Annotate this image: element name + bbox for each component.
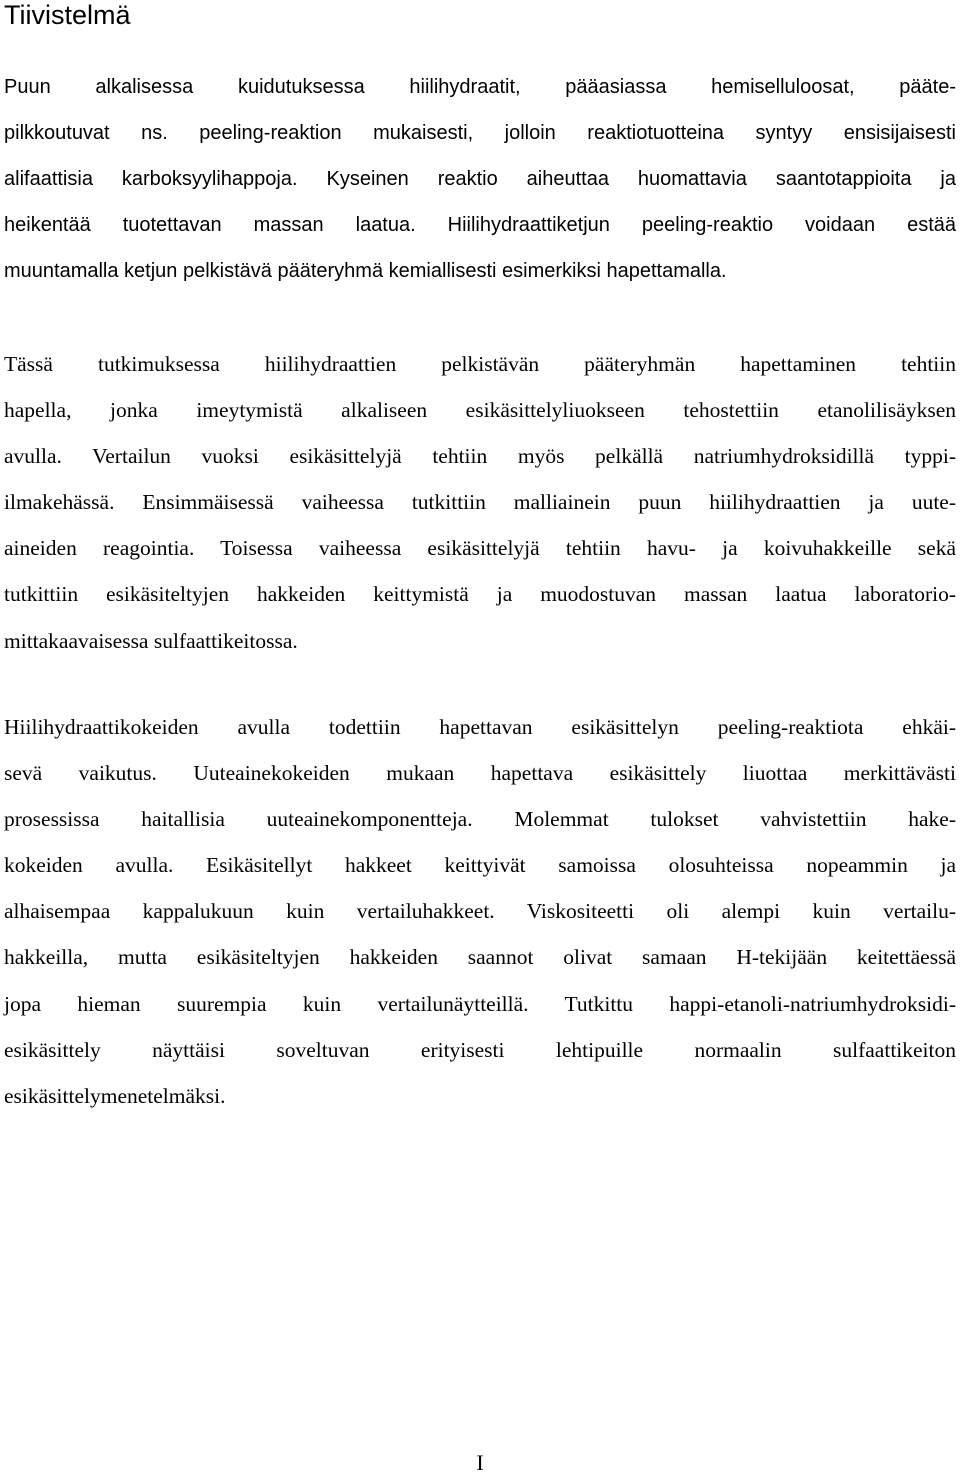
text-line: hapella, jonka imeytymistä alkaliseen esikäsittelyliuokseen tehostettiin etanolilisäyksen	[4, 398, 956, 423]
text-line: Puun alkalisessa kuidutuksessa hiilihydraatit, pääasiassa hemiselluloosat, pääte-	[4, 76, 956, 98]
text-line: alifaattisia karboksyylihappoja. Kyseinen reaktio aiheuttaa huomattavia saantotappioita ja	[4, 168, 956, 191]
text-line: esikäsittely näyttäisi soveltuvan erityisesti lehtipuille normaalin sulfaattikeiton	[4, 1037, 956, 1062]
text-line: jopa hieman suurempia kuin vertailunäytteillä. Tutkittu happi-etanoli-natriumhydroksidi-	[4, 991, 956, 1016]
text-line: aineiden reagointia. Toisessa vaiheessa esikäsittelyjä tehtiin havu- ja koivuhakkeille sekä	[4, 536, 956, 561]
text-line: Hiilihydraattikokeiden avulla todettiin hapettavan esikäsittelyn peeling-reaktiota ehkäi-	[4, 715, 956, 739]
paragraph-3	[4, 704, 956, 1119]
text-line: kokeiden avulla. Esikäsitellyt hakkeet keittyivät samoissa olosuhteissa nopeammin ja	[4, 853, 956, 878]
text-line: muuntamalla ketjun pelkistävä pääteryhmä kemiallisesti esimerkiksi hapettamalla.	[4, 260, 727, 283]
text-line: ilmakehässä. Ensimmäisessä vaiheessa tutkittiin malliainein puun hiilihydraattien ja uute-	[4, 490, 956, 515]
text-line: hakkeilla, mutta esikäsiteltyjen hakkeiden saannot olivat samaan H-tekijään keitettäessä	[4, 945, 956, 970]
text-line: heikentää tuotettavan massan laatua. Hiilihydraattiketjun peeling-reaktio voidaan estää	[4, 214, 956, 237]
text-line: pilkkoutuvat ns. peeling-reaktion mukaisesti, jolloin reaktiotuotteina syntyy ensisijaisesti	[4, 122, 956, 145]
paragraph-1	[4, 64, 956, 294]
text-line: avulla. Vertailun vuoksi esikäsittelyjä tehtiin myös pelkällä natriumhydroksidillä typpi-	[4, 444, 956, 469]
text-line: prosessissa haitallisia uuteainekomponentteja. Molemmat tulokset vahvistettiin hake-	[4, 807, 956, 832]
text-line: esikäsittelymenetelmäksi.	[4, 1083, 226, 1108]
text-line: alhaisempaa kappalukuun kuin vertailuhakkeet. Viskositeetti oli alempi kuin vertailu-	[4, 899, 956, 924]
page-title: Tiivistelmä	[4, 0, 131, 30]
page-number: I	[476, 1450, 484, 1475]
text-line: mittakaavaisessa sulfaattikeitossa.	[4, 628, 298, 653]
paragraph-2	[4, 341, 956, 664]
text-line: Tässä tutkimuksessa hiilihydraattien pelkistävän pääteryhmän hapettaminen tehtiin	[4, 352, 956, 376]
text-line: sevä vaikutus. Uuteainekokeiden mukaan hapettava esikäsittely liuottaa merkittävästi	[4, 761, 956, 786]
text-line: tutkittiin esikäsiteltyjen hakkeiden keittymistä ja muodostuvan massan laatua laboratorio-	[4, 582, 956, 607]
